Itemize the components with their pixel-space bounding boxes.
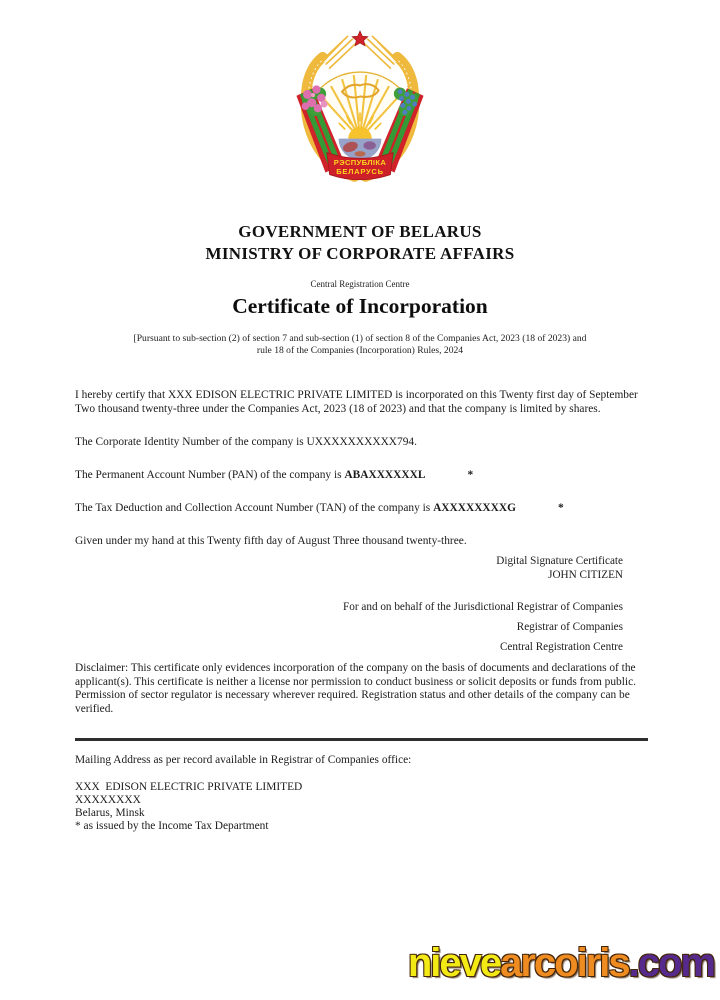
registration-centre-label: Central Registration Centre xyxy=(310,279,410,289)
pan-prefix: The Permanent Account Number (PAN) of the company is xyxy=(75,468,345,481)
behalf-line: For and on behalf of the Jurisdictional Registrar of Companies xyxy=(343,601,623,613)
cin-paragraph: The Corporate Identity Number of the company is UXXXXXXXXXX794. xyxy=(75,435,417,448)
government-line: GOVERNMENT OF BELARUS xyxy=(238,222,482,241)
mailing-heading: Mailing Address as per record available in Registrar of Companies office: xyxy=(75,754,412,766)
signature-block xyxy=(343,555,623,657)
pan-value: ABAXXXXXXL xyxy=(344,468,426,481)
watermark-part1: nieve xyxy=(407,941,501,985)
disclaimer-text: Disclaimer: This certificate only evidences incorporation of the company on the basis of documents and declarations of the applicant(s). This certificate is neither a license nor permission to conduct business or solicit deposits or funds from public. Permission of sector regulator is necessary wherever required. Registration status and other details of the company can be verified. xyxy=(75,662,636,715)
certify-paragraph xyxy=(75,389,650,416)
site-watermark xyxy=(408,941,714,985)
mailing-company-name: XXX EDISON ELECTRIC PRIVATE LIMITED xyxy=(75,781,303,793)
certificate-body xyxy=(75,389,650,568)
mailing-address-block xyxy=(75,754,648,833)
company-name: XXX EDISON ELECTRIC PRIVATE LIMITED xyxy=(167,389,393,401)
signatory-name: JOHN CITIZEN xyxy=(548,568,623,581)
ministry-line: MINISTRY OF CORPORATE AFFAIRS xyxy=(205,244,515,263)
horizontal-divider xyxy=(75,738,648,741)
certify-suffix: is incorporated on this Twenty first day of September Two thousand twenty-three under the Companies Act, 2023 (18 of 2023) and that the company is limited by shares. xyxy=(75,389,638,415)
dsc-label: Digital Signature Certificate xyxy=(496,555,623,567)
watermark-part3: .com xyxy=(628,941,714,985)
asterisk-note: * as issued by the Income Tax Department xyxy=(75,820,269,832)
tan-paragraph xyxy=(75,502,650,516)
belarus-coat-of-arms-icon xyxy=(284,28,436,194)
certify-prefix: I hereby certify that xyxy=(75,389,168,401)
registrar-line: Registrar of Companies xyxy=(516,621,623,633)
ribbon-text-line2: БЕЛАРУСЬ xyxy=(336,166,384,176)
centre-line: Central Registration Centre xyxy=(499,641,623,653)
signature-titles xyxy=(343,597,623,657)
pursuant-line1: [Pursuant to sub-section (2) of section 7 and sub-section (1) of section 8 of the Companies Act, 2023 (18 of 2023) and xyxy=(133,333,587,344)
pan-paragraph xyxy=(75,469,650,483)
tan-prefix: The Tax Deduction and Collection Account Number (TAN) of the company is xyxy=(75,501,434,514)
given-paragraph: Given under my hand at this Twenty fifth day of August Three thousand twenty-three. xyxy=(75,534,467,547)
pursuant-line2: rule 18 of the Companies (Incorporation) Rules, 2024 xyxy=(256,345,464,356)
mailing-address-line: XXXXXXXX xyxy=(75,794,141,806)
tan-value: AXXXXXXXXG xyxy=(433,501,516,514)
emblem-container xyxy=(284,28,436,199)
certificate-title: Certificate of Incorporation xyxy=(232,294,488,318)
government-heading xyxy=(0,221,720,265)
watermark-part2: arcoiris xyxy=(500,941,629,985)
pursuant-text xyxy=(90,333,630,357)
ribbon-text-line1: РЭСПУБЛІКА xyxy=(333,157,387,167)
pan-asterisk: * xyxy=(467,468,474,481)
mailing-city-line: Belarus, Minsk xyxy=(75,807,145,819)
tan-asterisk: * xyxy=(557,501,564,514)
